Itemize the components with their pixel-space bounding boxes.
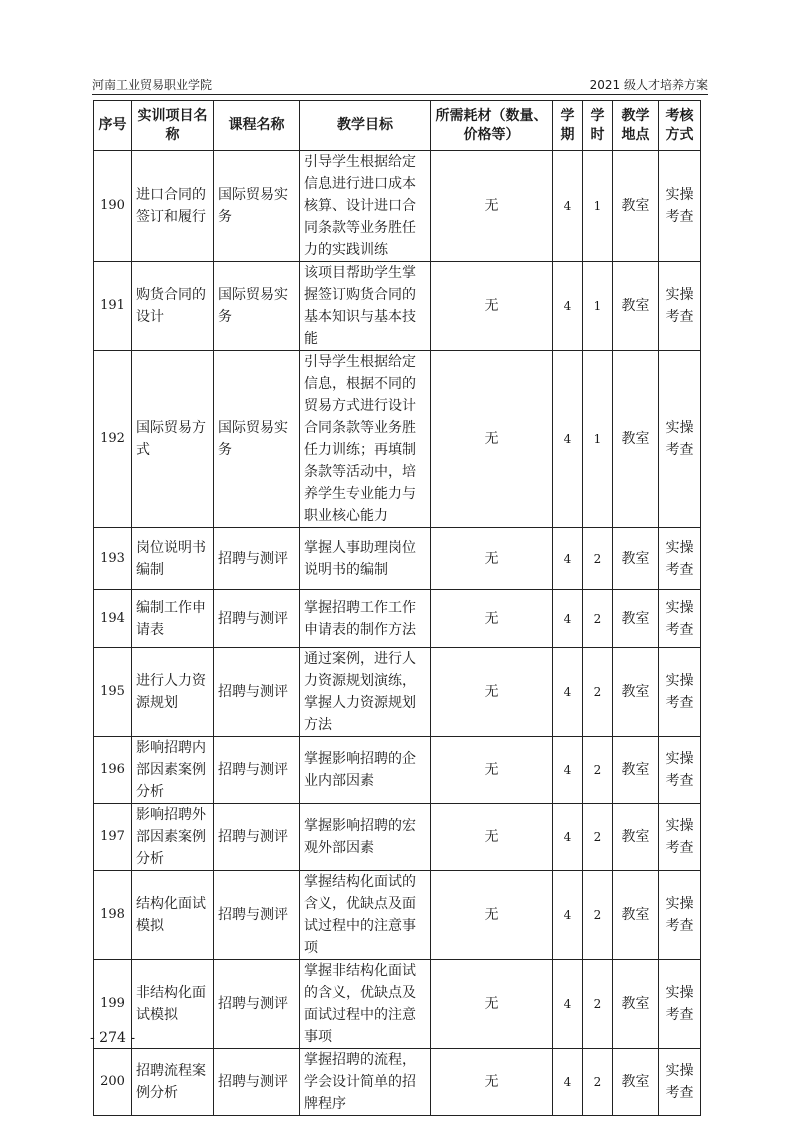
page-number: - 274 -: [90, 1030, 136, 1046]
col-header-no: 序号: [94, 101, 132, 151]
cell-project: 影响招聘内部因素案例分析: [132, 737, 214, 804]
cell-materials: 无: [431, 737, 553, 804]
cell-goal: 通过案例，进行人力资源规划演练，掌握人力资源规划方法: [300, 648, 431, 737]
cell-goal: 掌握结构化面试的含义，优缺点及面试过程中的注意事项: [300, 871, 431, 960]
table-row: [94, 804, 701, 871]
cell-materials: 无: [431, 151, 553, 262]
training-table: [93, 100, 701, 1116]
cell-project: 编制工作申请表: [132, 590, 214, 648]
cell-project: 购货合同的设计: [132, 262, 214, 351]
cell-materials: 无: [431, 528, 553, 590]
cell-assessment: 实操考查: [659, 351, 701, 528]
cell-hours: 1: [583, 262, 613, 351]
cell-assessment: 实操考查: [659, 262, 701, 351]
cell-course: 招聘与测评: [214, 528, 300, 590]
cell-goal: 引导学生根据给定信息进行进口成本核算、设计进口合同条款等业务胜任力的实践训练: [300, 151, 431, 262]
cell-goal: 掌握影响招聘的宏观外部因素: [300, 804, 431, 871]
col-header-project: 实训项目名称: [132, 101, 214, 151]
cell-goal: 掌握非结构化面试的含义，优缺点及面试过程中的注意事项: [300, 960, 431, 1049]
cell-term: 4: [553, 528, 583, 590]
table-row: [94, 960, 701, 1049]
cell-term: 4: [553, 590, 583, 648]
header-school: 河南工业贸易职业学院: [92, 78, 213, 92]
cell-assessment: 实操考查: [659, 590, 701, 648]
cell-hours: 2: [583, 528, 613, 590]
cell-term: 4: [553, 351, 583, 528]
table-row: [94, 262, 701, 351]
cell-hours: 2: [583, 804, 613, 871]
col-header-hours: 学时: [583, 101, 613, 151]
cell-no: 194: [94, 590, 132, 648]
cell-goal: 掌握人事助理岗位说明书的编制: [300, 528, 431, 590]
table-row: [94, 737, 701, 804]
cell-materials: 无: [431, 1049, 553, 1116]
cell-location: 教室: [613, 648, 659, 737]
cell-course: 招聘与测评: [214, 960, 300, 1049]
cell-no: 193: [94, 528, 132, 590]
header-plan-title: 2021 级人才培养方案: [589, 78, 708, 92]
cell-assessment: 实操考查: [659, 960, 701, 1049]
table-row: [94, 351, 701, 528]
cell-term: 4: [553, 151, 583, 262]
table-row: [94, 590, 701, 648]
cell-project: 国际贸易方式: [132, 351, 214, 528]
cell-term: 4: [553, 1049, 583, 1116]
cell-hours: 2: [583, 960, 613, 1049]
table-row: [94, 871, 701, 960]
cell-materials: 无: [431, 960, 553, 1049]
cell-location: 教室: [613, 351, 659, 528]
cell-term: 4: [553, 804, 583, 871]
table-row: [94, 528, 701, 590]
cell-no: 196: [94, 737, 132, 804]
table-row: [94, 648, 701, 737]
cell-project: 影响招聘外部因素案例分析: [132, 804, 214, 871]
cell-location: 教室: [613, 151, 659, 262]
table-row: [94, 1049, 701, 1116]
cell-no: 198: [94, 871, 132, 960]
cell-location: 教室: [613, 804, 659, 871]
cell-materials: 无: [431, 648, 553, 737]
cell-assessment: 实操考查: [659, 151, 701, 262]
cell-goal: 掌握影响招聘的企业内部因素: [300, 737, 431, 804]
cell-hours: 2: [583, 871, 613, 960]
cell-location: 教室: [613, 737, 659, 804]
cell-materials: 无: [431, 871, 553, 960]
cell-materials: 无: [431, 804, 553, 871]
cell-course: 国际贸易实务: [214, 351, 300, 528]
cell-term: 4: [553, 960, 583, 1049]
cell-project: 进口合同的签订和履行: [132, 151, 214, 262]
col-header-course: 课程名称: [214, 101, 300, 151]
cell-no: 200: [94, 1049, 132, 1116]
col-header-location: 教学地点: [613, 101, 659, 151]
cell-location: 教室: [613, 960, 659, 1049]
cell-hours: 1: [583, 351, 613, 528]
table-header-row: [94, 101, 701, 151]
cell-assessment: 实操考查: [659, 528, 701, 590]
running-header: [92, 76, 708, 95]
cell-course: 招聘与测评: [214, 804, 300, 871]
col-header-goal: 教学目标: [300, 101, 431, 151]
cell-location: 教室: [613, 590, 659, 648]
cell-no: 190: [94, 151, 132, 262]
cell-location: 教室: [613, 528, 659, 590]
cell-term: 4: [553, 737, 583, 804]
cell-assessment: 实操考查: [659, 737, 701, 804]
cell-project: 招聘流程案例分析: [132, 1049, 214, 1116]
cell-course: 国际贸易实务: [214, 151, 300, 262]
cell-no: 195: [94, 648, 132, 737]
cell-materials: 无: [431, 590, 553, 648]
col-header-term: 学期: [553, 101, 583, 151]
cell-course: 招聘与测评: [214, 871, 300, 960]
cell-goal: 掌握招聘工作工作申请表的制作方法: [300, 590, 431, 648]
cell-location: 教室: [613, 1049, 659, 1116]
cell-no: 197: [94, 804, 132, 871]
cell-assessment: 实操考查: [659, 871, 701, 960]
cell-project: 进行人力资源规划: [132, 648, 214, 737]
cell-course: 招聘与测评: [214, 1049, 300, 1116]
cell-materials: 无: [431, 262, 553, 351]
cell-materials: 无: [431, 351, 553, 528]
col-header-assessment: 考核方式: [659, 101, 701, 151]
table-row: [94, 151, 701, 262]
cell-hours: 1: [583, 151, 613, 262]
cell-course: 招聘与测评: [214, 648, 300, 737]
cell-hours: 2: [583, 1049, 613, 1116]
cell-assessment: 实操考查: [659, 804, 701, 871]
cell-assessment: 实操考查: [659, 648, 701, 737]
cell-hours: 2: [583, 590, 613, 648]
cell-course: 招聘与测评: [214, 737, 300, 804]
cell-no: 199: [94, 960, 132, 1049]
cell-hours: 2: [583, 737, 613, 804]
cell-location: 教室: [613, 871, 659, 960]
col-header-materials: 所需耗材（数量、价格等）: [431, 101, 553, 151]
cell-goal: 掌握招聘的流程，学会设计简单的招牌程序: [300, 1049, 431, 1116]
cell-location: 教室: [613, 262, 659, 351]
cell-project: 岗位说明书编制: [132, 528, 214, 590]
cell-goal: 引导学生根据给定信息，根据不同的贸易方式进行设计合同条款等业务胜任力训练；再填制条款等活动中，培养学生专业能力与职业核心能力: [300, 351, 431, 528]
cell-project: 结构化面试模拟: [132, 871, 214, 960]
cell-project: 非结构化面试模拟: [132, 960, 214, 1049]
cell-hours: 2: [583, 648, 613, 737]
cell-no: 192: [94, 351, 132, 528]
cell-course: 招聘与测评: [214, 590, 300, 648]
cell-assessment: 实操考查: [659, 1049, 701, 1116]
cell-term: 4: [553, 648, 583, 737]
cell-term: 4: [553, 262, 583, 351]
cell-term: 4: [553, 871, 583, 960]
cell-goal: 该项目帮助学生掌握签订购货合同的基本知识与基本技能: [300, 262, 431, 351]
cell-no: 191: [94, 262, 132, 351]
cell-course: 国际贸易实务: [214, 262, 300, 351]
